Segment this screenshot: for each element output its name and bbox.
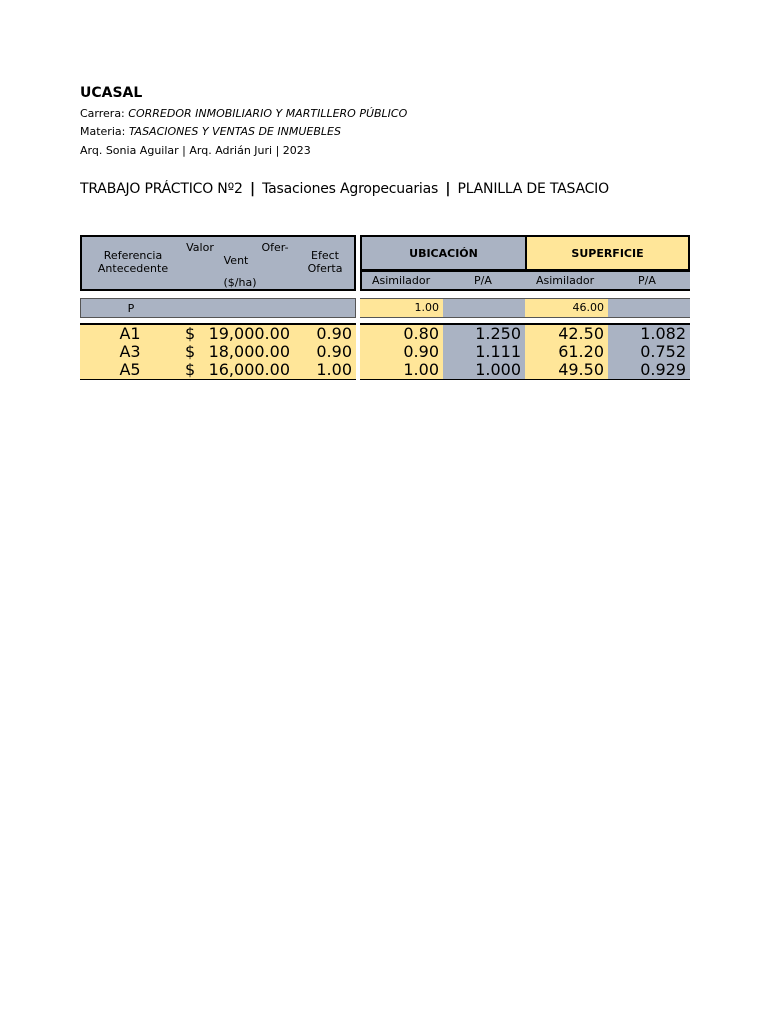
table-row — [80, 343, 356, 361]
row-ubicacion-pa: 1.111 — [443, 343, 525, 361]
row-ref: A1 — [119, 324, 141, 343]
title-separator: | — [445, 181, 451, 197]
row-efect: 0.90 — [316, 324, 352, 343]
docentes-line: Arq. Sonia Aguilar | Arq. Adrián Juri | 2023 — [80, 144, 311, 157]
row-currency: $ — [185, 360, 196, 379]
title-part-tp: TRABAJO PRÁCTICO Nº2 — [80, 181, 243, 197]
header-superficie: SUPERFICIE — [525, 235, 690, 271]
subheader-ubicacion-pa: P/A — [474, 274, 492, 287]
row-superficie-pa: 1.082 — [608, 325, 690, 343]
row-ubicacion-pa: 1.000 — [443, 361, 525, 379]
row-ref: A3 — [119, 342, 141, 361]
row-superficie-pa: 0.752 — [608, 343, 690, 361]
header-unit: ($/ha) — [223, 276, 257, 289]
carrera-label: Carrera: — [80, 107, 125, 120]
table-row — [80, 361, 356, 379]
header-ubicacion: UBICACIÓN — [360, 235, 526, 271]
carrera-value: CORREDOR INMOBILIARIO Y MARTILLERO PÚBLICO — [128, 107, 408, 120]
row-superficie-asimilador: 61.20 — [525, 343, 608, 361]
subject-ref: P — [127, 302, 135, 315]
subheader-superficie-pa: P/A — [638, 274, 656, 287]
table-subheader — [360, 271, 690, 291]
subheader-ubicacion-asimilador: Asimilador — [372, 274, 431, 287]
row-ubicacion-asimilador: 0.90 — [360, 343, 443, 361]
row-efect: 0.90 — [316, 342, 352, 361]
row-currency: $ — [185, 324, 196, 343]
row-efect: 1.00 — [316, 360, 352, 379]
subject-row-right — [360, 298, 690, 318]
row-ubicacion-pa: 1.250 — [443, 325, 525, 343]
header-ofer: Ofer- — [261, 241, 289, 254]
materia-label: Materia: — [80, 125, 126, 138]
row-superficie-asimilador: 42.50 — [525, 325, 608, 343]
table-header-left — [80, 235, 356, 291]
row-valor: 16,000.00 — [208, 360, 290, 379]
subject-ubicacion-asimilador: 1.00 — [360, 299, 443, 317]
header-referencia — [88, 249, 178, 275]
materia-line — [80, 125, 341, 139]
table-row — [80, 325, 356, 343]
subject-superficie-pa — [608, 299, 690, 317]
title-separator: | — [249, 181, 255, 197]
row-valor: 18,000.00 — [208, 342, 290, 361]
row-valor: 19,000.00 — [208, 324, 290, 343]
institution-name: UCASAL — [80, 85, 143, 101]
table-bottom-border — [80, 379, 356, 380]
subject-row-left — [80, 298, 356, 318]
table-row — [360, 325, 690, 343]
subheader-superficie-asimilador: Asimilador — [536, 274, 595, 287]
row-superficie-pa: 0.929 — [608, 361, 690, 379]
table-bottom-border — [360, 379, 690, 380]
header-referencia-text: Referencia — [103, 249, 163, 262]
header-vent: Vent — [223, 254, 249, 267]
header-efect-text: Efect — [311, 249, 339, 262]
row-currency: $ — [185, 342, 196, 361]
row-ubicacion-asimilador: 1.00 — [360, 361, 443, 379]
table-row — [360, 343, 690, 361]
subject-ubicacion-pa — [443, 299, 525, 317]
table-row — [360, 361, 690, 379]
carrera-line — [80, 107, 407, 121]
title-part-sheet: PLANILLA DE TASACIO — [457, 181, 609, 197]
page-title — [80, 180, 690, 198]
row-superficie-asimilador: 49.50 — [525, 361, 608, 379]
header-oferta-text: Oferta — [307, 262, 343, 275]
header-efect-oferta — [296, 249, 354, 275]
row-ubicacion-asimilador: 0.80 — [360, 325, 443, 343]
subject-superficie-asimilador: 46.00 — [525, 299, 608, 317]
header-valor: Valor — [186, 241, 214, 254]
row-ref: A5 — [119, 360, 141, 379]
materia-value: TASACIONES Y VENTAS DE INMUEBLES — [128, 125, 341, 138]
title-part-subject: Tasaciones Agropecuarias — [262, 181, 439, 197]
header-antecedente-text: Antecedente — [97, 262, 169, 275]
